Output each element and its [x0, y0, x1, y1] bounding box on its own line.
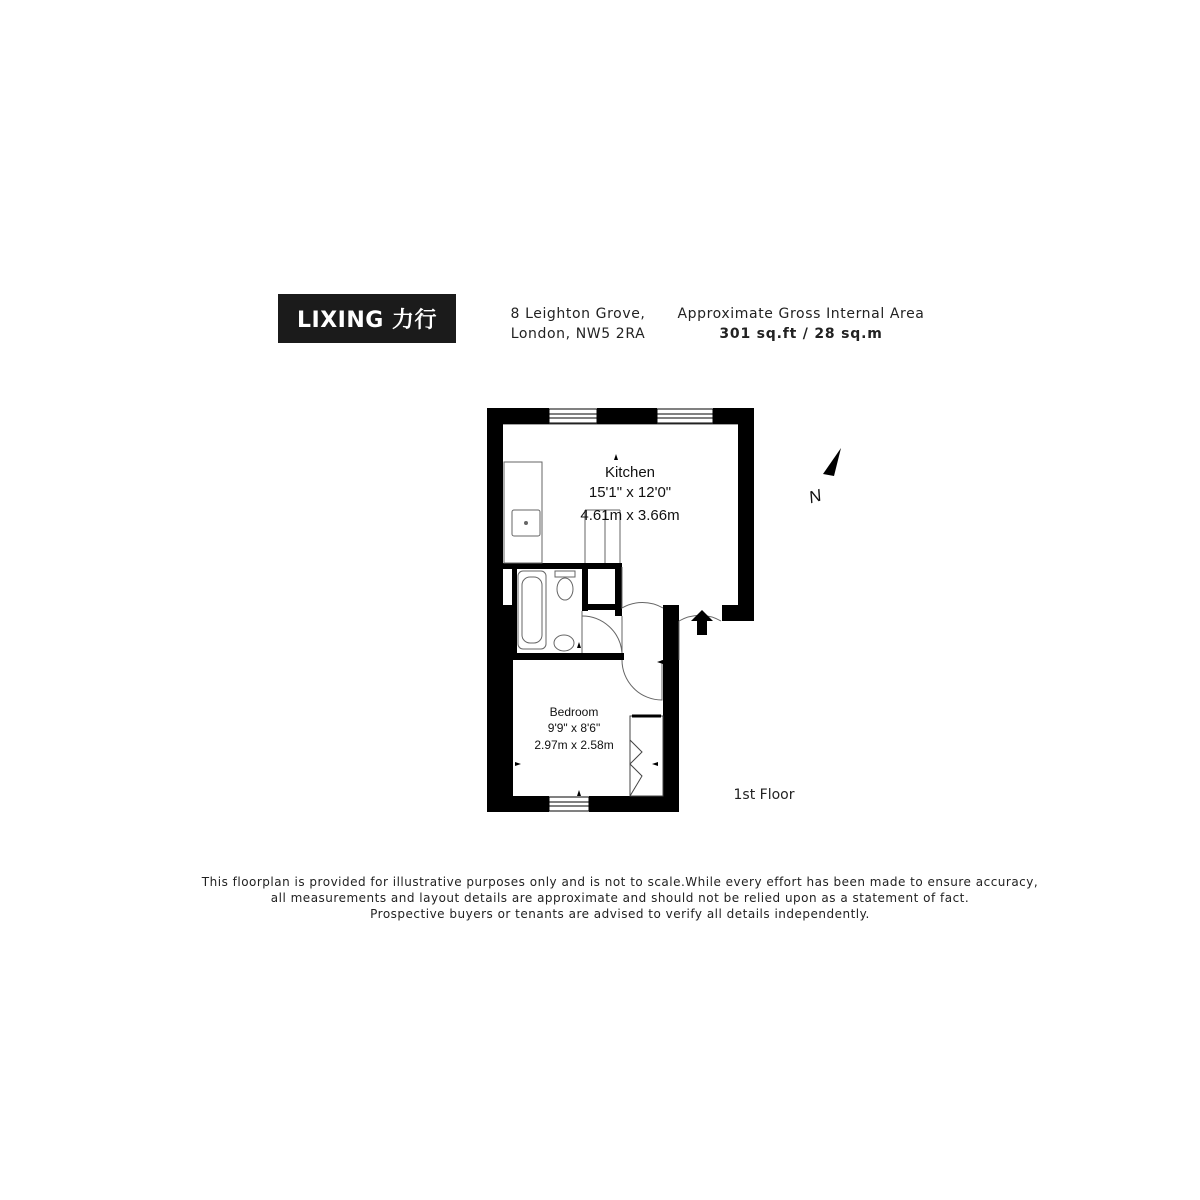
wall-inner-stub	[582, 563, 588, 611]
floor-label: 1st Floor	[733, 787, 795, 803]
toilet-cistern	[555, 571, 575, 577]
disclaimer-line-1: This floorplan is provided for illustrative purposes only and is not to scale.While every effort has been made to ensure accuracy,	[201, 875, 1039, 889]
entrance-arrow-icon	[691, 610, 713, 635]
wall-bath-left	[512, 563, 517, 660]
wall-kitchen-bottom-right	[722, 605, 754, 621]
interior-walls	[503, 563, 624, 660]
disclaimer-line-3: Prospective buyers or tenants are advised to verify all details independently.	[370, 907, 870, 921]
window-top-1	[549, 409, 597, 423]
compass-label: N	[806, 485, 824, 508]
address-line-1: 8 Leighton Grove,	[510, 306, 646, 322]
wall-inner-stub-2	[582, 604, 620, 610]
brand-logo: LIXING 力行	[278, 294, 456, 343]
kitchen-counter	[504, 462, 542, 563]
address-line-2: London, NW5 2RA	[510, 326, 646, 342]
wardrobe	[630, 716, 663, 796]
disclaimer	[160, 874, 1080, 922]
wall-right-kitchen	[738, 408, 754, 621]
wash-basin	[554, 635, 574, 651]
wall-left-thick	[487, 605, 513, 812]
disclaimer-line-2: all measurements and layout details are approximate and should not be relied upon as a statement of fact.	[270, 891, 970, 905]
room-bedroom-label	[534, 705, 613, 752]
compass-icon	[807, 448, 841, 507]
wall-bath-top	[503, 563, 620, 569]
bathroom-fixtures	[518, 571, 582, 653]
room-name: Kitchen	[604, 464, 656, 481]
room-size-metric: 4.61m x 3.66m	[580, 507, 680, 524]
wall-bath-bottom	[512, 653, 624, 660]
door-bedroom	[622, 660, 662, 700]
toilet-bowl	[557, 578, 573, 600]
room-kitchen-label	[580, 464, 679, 524]
room-size-imperial: 15'1" x 12'0"	[588, 484, 672, 501]
area-label: Approximate Gross Internal Area	[677, 306, 925, 322]
room-name: Bedroom	[549, 705, 599, 719]
window-top-2	[657, 409, 713, 423]
wall-bottom-right	[589, 796, 679, 812]
wall-bottom-left	[487, 796, 549, 812]
wall-right-bedroom	[663, 605, 679, 812]
wall-top-middle	[597, 408, 657, 424]
room-size-imperial: 9'9" x 8'6"	[547, 721, 601, 735]
door-bathroom	[582, 616, 622, 653]
window-bottom	[549, 797, 589, 811]
room-size-metric: 2.97m x 2.58m	[534, 738, 614, 752]
door-kitchen	[622, 567, 663, 608]
area-value: 301 sq.ft / 28 sq.m	[719, 326, 883, 342]
